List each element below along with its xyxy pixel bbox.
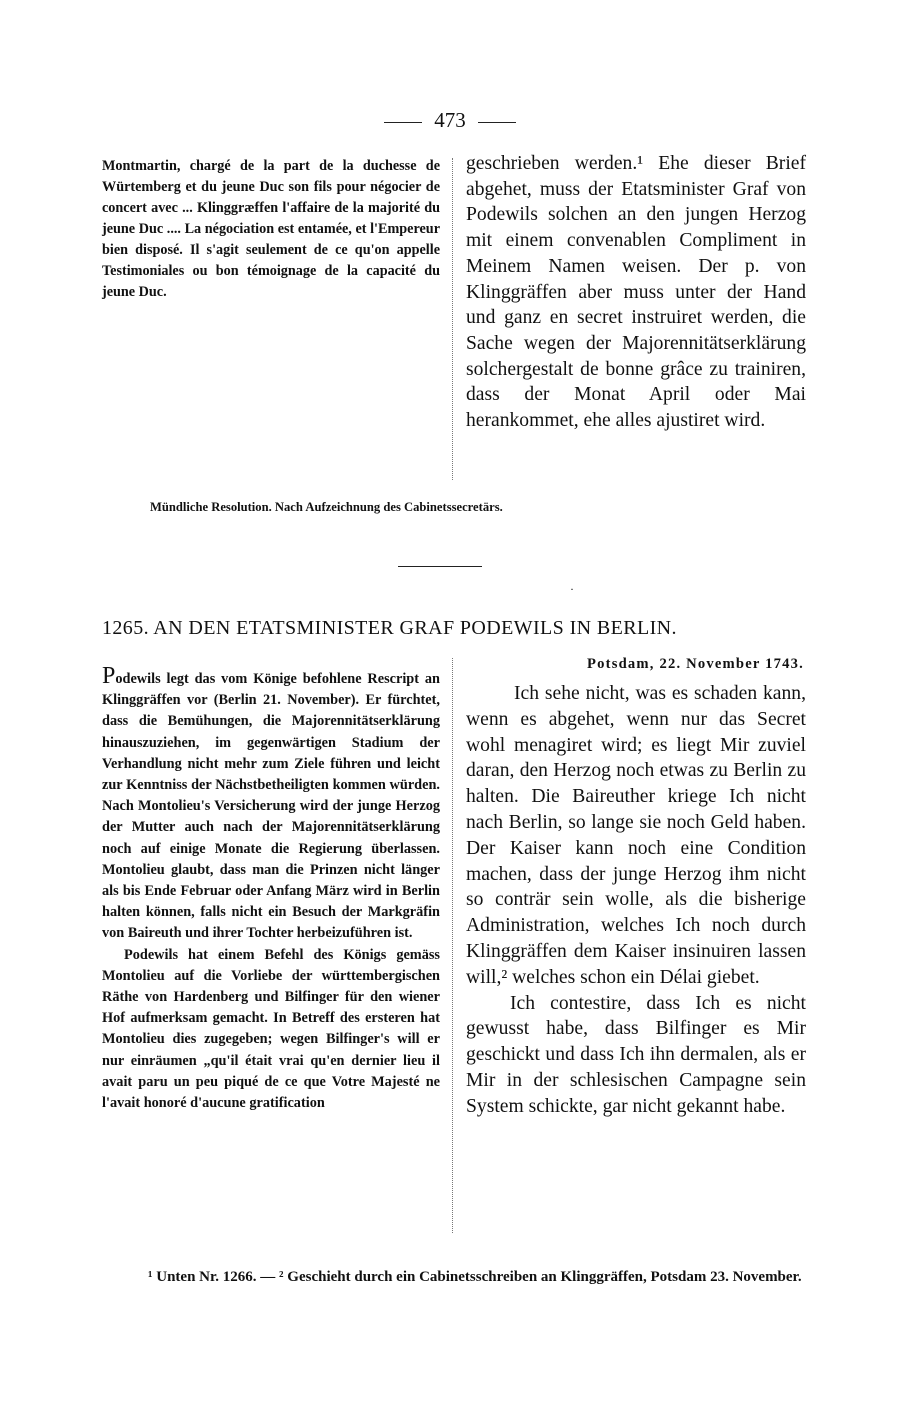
summary-paragraph-1-text: odewils legt das vom Könige befohlene Rescript an Klinggräffen vor (Berlin 21. November). Er fürchtet, dass die Bemühungen, die Majorennitätserklärung hinauszuziehen, im gegenwärtigen Stadium der Verhandlung nicht mehr zum Ziele führen und leicht zur Kenntniss der Nächstbetheiligten kommen würden. Nach Montolieu's Versicherung wird der junge Herzog der Mutter auch nach der Majorennitätserklärung noch auf einige Monate die Regierung überlassen. Montolieu glaubt, dass man die Prinzen nicht länger als bis Ende Februar oder Anfang März wird in Berlin halten können, falls nicht ein Besuch der Markgräfin von Baireuth und ihrer Tochter herbeizuführen ist. (102, 671, 440, 942)
letter-paragraph-2: Ich contestire, dass Ich es nicht gewusst habe, dass Bilfinger es Mir geschickt und dass Ich ihn dermalen, als er Mir in der schlesischen Campagne sein System schickte, gar nicht gekannt habe. (466, 992, 806, 1117)
stray-mark: · (570, 582, 574, 596)
section-title: 1265. AN DEN ETATSMINISTER GRAF PODEWILS IN BERLIN. (102, 617, 677, 639)
page-number: 473 (434, 108, 466, 132)
footnotes: ¹ Unten Nr. 1266. — ² Geschieht durch ein Cabinetsschreiben an Klinggräffen, Potsdam 23. November. (148, 1269, 802, 1285)
drop-cap-initial: P (102, 663, 116, 689)
top-right-column-text (466, 151, 806, 434)
bottom-right-column-letter (466, 681, 806, 1120)
bottom-left-column-summary (102, 664, 440, 1114)
top-right-paragraph: geschrieben werden.¹ Ehe dieser Brief abgehet, muss der Etatsminister Graf von Podewils solchen an den jungen Herzog mit einem convenablen Compliment in Meinem Namen weisen. Der p. von Klinggräffen aber muss unter der Hand und ganz en secret instruiret werden, die Sache wegen der Majorennitätserklärung solchergestalt de bonne grâce zu trainiren, dass der Monat April oder Mai herankommet, ehe alles ajustiret wird. (466, 153, 806, 432)
dateline: Potsdam, 22. November 1743. (587, 656, 804, 672)
resolution-note: Mündliche Resolution. Nach Aufzeichnung des Cabinetssecretärs. (150, 500, 503, 514)
top-left-column-note: Montmartin, chargé de la part de la duchesse de Würtemberg et du jeune Duc son fils pour négocier de concert avec ... Klinggræffen l'affaire de la majorité du jeune Duc .... La négociation est entamée, et l'Empereur bien disposé. Il s'agit seulement de ce qu'on appelle Testimoniales ou bon témoignage de la capacité du jeune Duc. (102, 158, 440, 300)
column-separator-top (452, 158, 453, 480)
summary-paragraph-2: Podewils hat einem Befehl des Königs gemäss Montolieu auf die Vorliebe der württembergischen Räthe von Hardenberg und Bilfinger für den wiener Hof aufmerksam gemacht. In Betreff des ersteren hat Montolieu dies zugegeben; wegen Bilfinger's will er nur einräumen „qu'il était vrai qu'en dernier lieu il avait paru un peu piqué de ce que Votre Majesté ne l'avait honoré d'aucune gratification (102, 946, 440, 1112)
column-separator-bottom (452, 658, 453, 1233)
header-dash-right (478, 122, 516, 123)
summary-paragraph-1 (102, 664, 440, 945)
letter-paragraph-1: Ich sehe nicht, was es schaden kann, wenn es abgehet, wenn nur das Secret wohl menagiret wird; es liegt Mir zuviel daran, den Herzog noch etwas zu Berlin zu halten. Die Baireuther kriege Ich nicht nach Berlin, so lange sie noch Geld haben. Der Kaiser kann noch eine Condition machen, dass der junge Herzog ihm nicht so conträr sein wolle, als die bisherige Administration, welches Ich noch durch Klinggräffen dem Kaiser insinuiren lassen will,² welches schon ein Délai giebet. (466, 683, 806, 988)
page-header (0, 108, 900, 133)
header-dash-left (384, 122, 422, 123)
section-divider-rule (398, 566, 482, 567)
